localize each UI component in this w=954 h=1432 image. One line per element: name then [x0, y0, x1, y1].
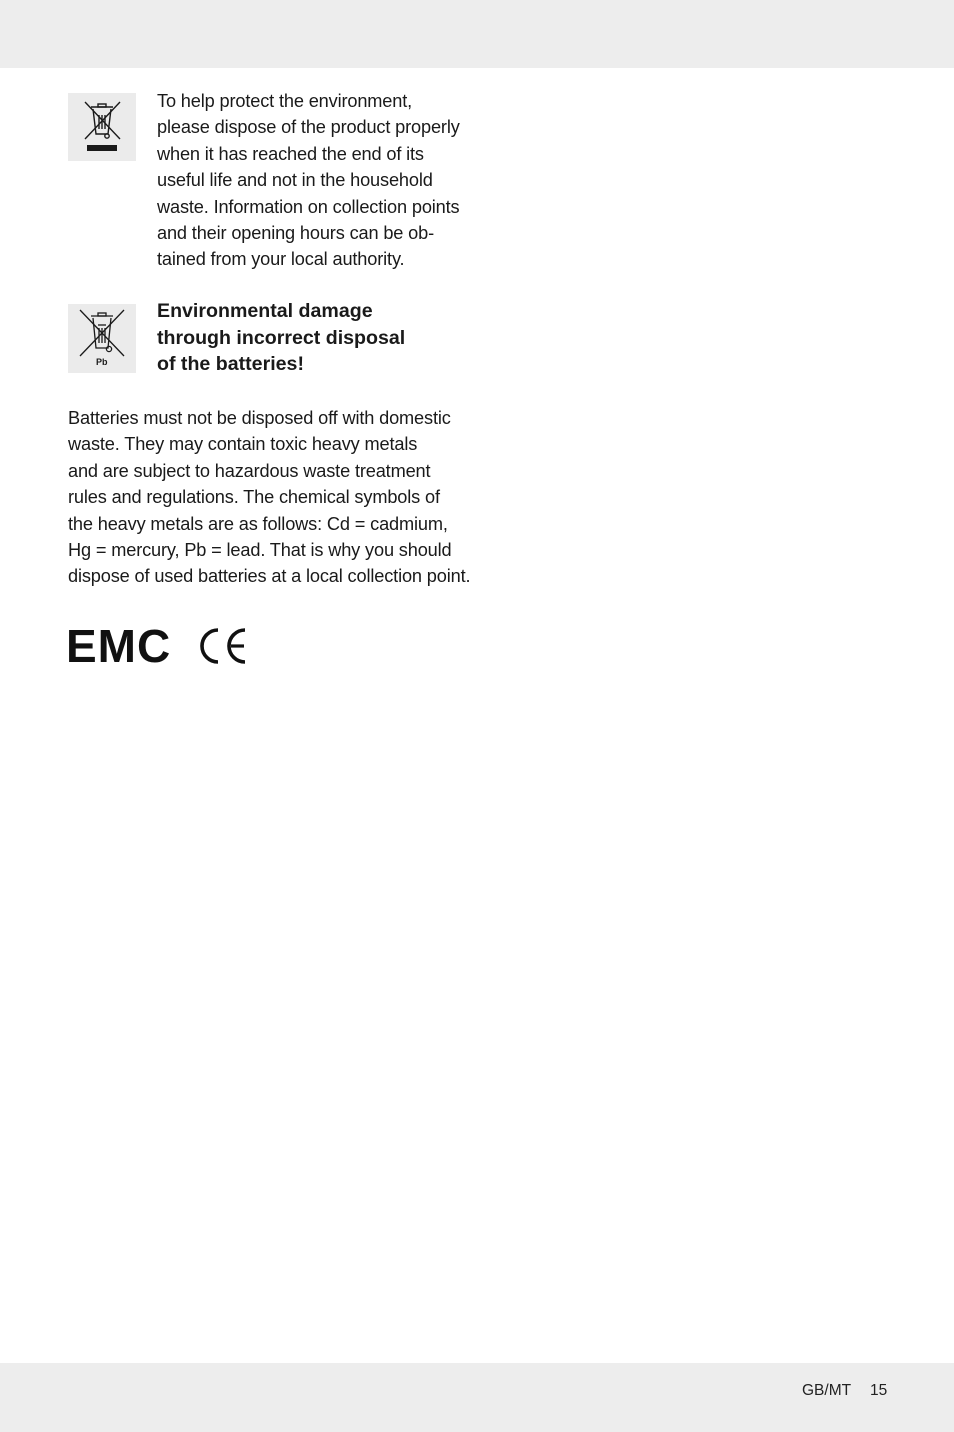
disposal-paragraph: To help protect the environment, please dispose of the product properly when it has reached the end of its useful life and not in the household waste. Information on collection points and their opening hours can be ob- tained from your local authority.	[157, 91, 460, 270]
footer-country-code: GB/MT	[802, 1382, 852, 1399]
pb-label: Pb	[96, 357, 108, 367]
emc-label: EMC	[66, 620, 172, 672]
crossed-out-bin-pb-icon	[68, 304, 136, 373]
battery-warning-heading: Environmental damage through incorrect disposal of the batteries!	[157, 300, 406, 375]
crossed-out-wheelie-bin-icon	[68, 93, 136, 161]
page-number: 15	[870, 1382, 888, 1399]
header-band	[0, 0, 954, 68]
ce-mark-icon	[199, 628, 247, 664]
battery-paragraph: Batteries must not be disposed off with domestic waste. They may contain toxic heavy metals and are subject to hazardous waste treatment rules and regulations. The chemical symbols of the heavy metals are as follows: Cd = cadmium, Hg = mercury, Pb = lead. That is why you should dispose of used batteries at a local collection point.	[68, 408, 471, 587]
